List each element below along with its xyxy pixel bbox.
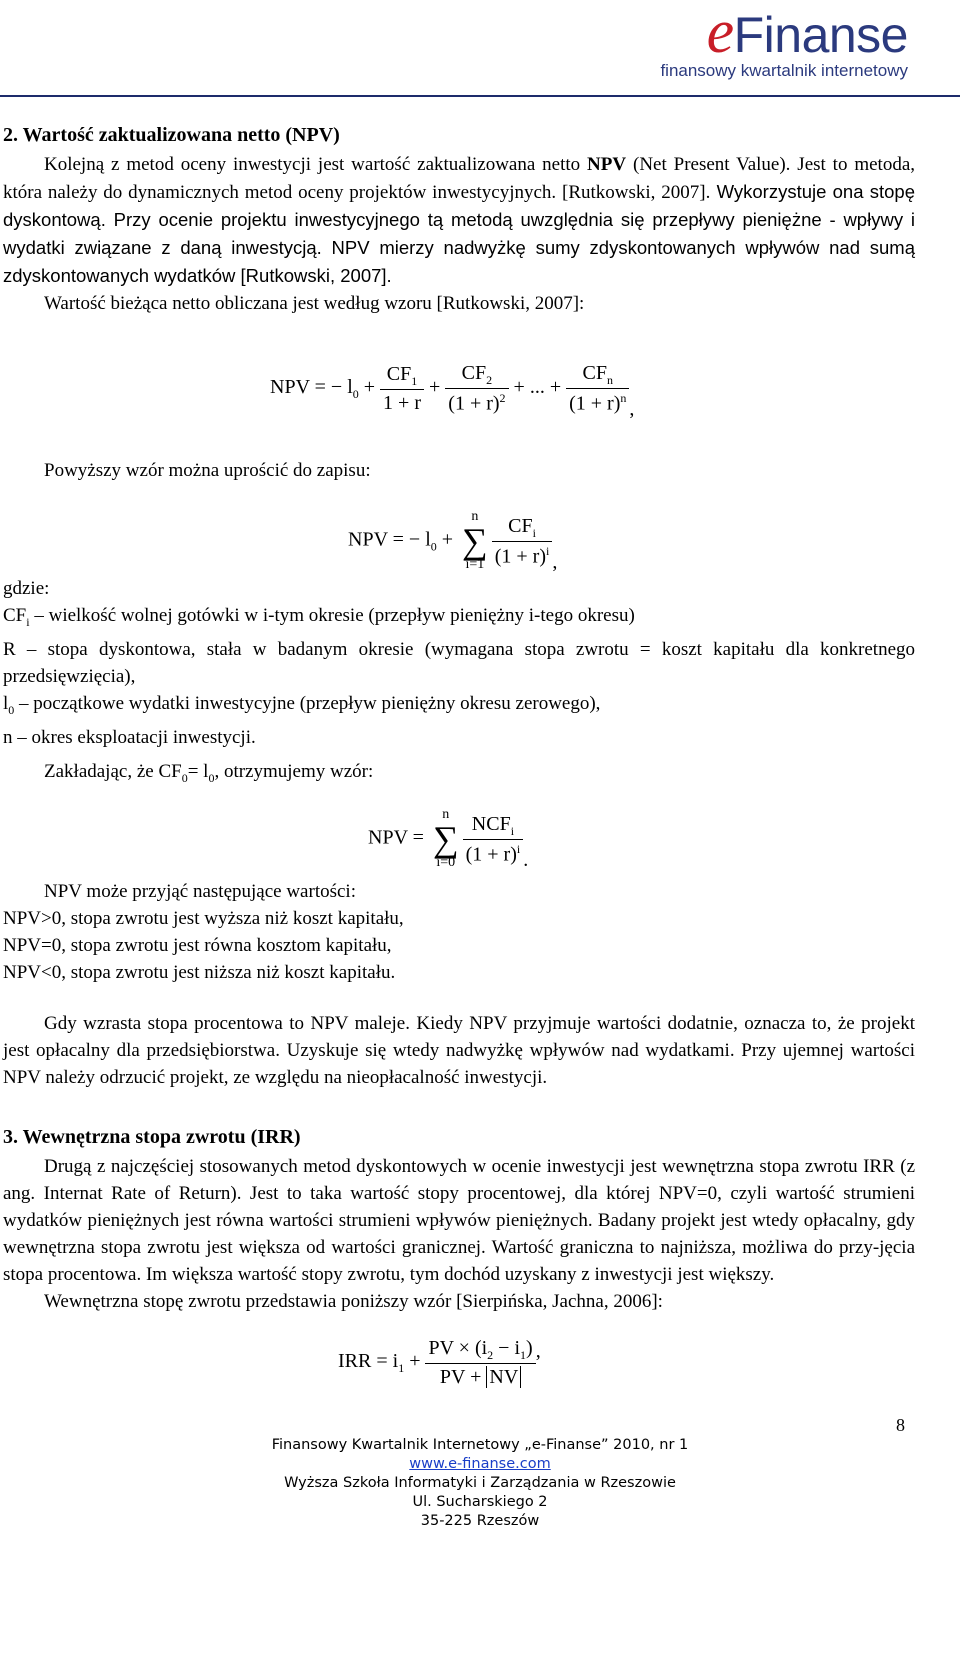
footer-city: 35-225 Rzeszów — [420, 1513, 540, 1529]
logo-e: e — [706, 0, 734, 66]
footer-street: Ul. Sucharskiego 2 — [412, 1494, 548, 1510]
logo-tagline: finansowy kwartalnik internetowy — [660, 61, 908, 80]
npv-paragraph-4: Zakładając, że $CF_0= l_0$, otrzymujemy wzór: — [44, 761, 374, 785]
npv-values — [3, 878, 915, 1091]
formula-npv-sum: NPV = − $l_0 + n$ ∑ i=1 $\frac{CF_i}{(1 + r)^i}$ , — [348, 509, 558, 573]
logo-word: Finanse — [733, 7, 908, 63]
footer-journal: Finansowy Kwartalnik Internetowy „e-Finanse” 2010, nr 1 — [271, 1437, 689, 1453]
npv-value-negative: NPV<0, stopa zwrotu jest niższa niż koszt kapitału. — [3, 962, 396, 983]
npv-value-positive: NPV>0, stopa zwrotu jest wyższa niż koszt kapitału, — [3, 908, 404, 929]
section-heading-irr: 3. Wewnętrzna stopa zwrotu (IRR) — [3, 1126, 301, 1148]
definition-l0: $l_0$ – początkowe wydatki inwestycyjne (przepływ pieniężny okresu zerowego), — [3, 692, 601, 717]
npv-paragraph-1: Kolejną z metod oceny inwestycji jest wartość zaktualizowana netto NPV (Net Present Value). Jest to metoda, która należy do dynamicznych metod oceny projektów inwestycyjnych. [Rutkowski, 2007]. Wykorzystuje ona stopę dyskontową. Przy ocenie projektu inwestycyjnego tą metodą uwzględnia się przepływy pieniężne - wpływy i wydatki związane z daną inwestycją. NPV mierzy nadwyżkę sumy zdyskontowanych wpływów nad sumą zdyskontowanych wydatków [Rutkowski, 2007]. — [3, 154, 916, 286]
npv-paragraph-3: Powyższy wzór można uprościć do zapisu: — [44, 460, 371, 481]
header-rule — [0, 95, 960, 97]
logo-wordmark — [648, 0, 908, 66]
formula-npv-ncf: NPV = n ∑ i=0 $\frac{NCF_i}{(1 + r)^i}$ . — [368, 807, 529, 871]
formula-irr: IRR = $i_1$ + $\frac{PV \times (i_2 - i_1)}{PV + NV}$ , — [338, 1337, 541, 1388]
npv-paragraph-6: Gdy wzrasta stopa procentowa to NPV maleje. Kiedy NPV przyjmuje wartości dodatnie, oznacza to, że projekt jest opłacalny dla przedsiębiorstwa. Uzyskuje się wtedy nadwyżkę wpływów nad wydatkami. Przy ujemnej wartości NPV należy odrzucić projekt, ze względu na nieopłacalność inwestycji. — [3, 1013, 915, 1088]
definition-cf: $CF_i$ – wielkość wolnej gotówki w i-tym okresie (przepływ pieniężny i-tego okresu) — [3, 605, 635, 629]
irr-paragraph-2: Wewnętrzna stopę zwrotu przedstawia poniższy wzór [Sierpińska, Jachna, 2006]: — [44, 1291, 663, 1312]
gdzie-label: gdzie: — [3, 578, 50, 599]
footer-website-link[interactable]: www.e-finanse.com — [409, 1456, 551, 1472]
definition-n: n – okres eksploatacji inwestycji. — [3, 726, 256, 748]
formula-npv-full: NPV = − $l_0$ + $\frac{CF_1}{1 + r}$ + $\frac{CF_2}{(1 + r)^2}$ + ... + $\frac{CF_n}{(1 + r)^n}$ , — [270, 362, 635, 420]
npv-paragraph-5: NPV może przyjąć następujące wartości: — [44, 881, 356, 902]
definition-r: R – stopa dyskontowa, stała w badanym okresie (wymagana stopa zwrotu = koszt kapitału dla konkretnego przedsięwzięcia), — [3, 638, 915, 687]
npv-value-zero: NPV=0, stopa zwrotu jest równa kosztom kapitału, — [3, 935, 392, 956]
section-irr — [3, 1123, 915, 1315]
npv-definitions — [3, 575, 915, 751]
footer-school: Wyższa Szkoła Informatyki i Zarządzania w Rzeszowie — [284, 1475, 676, 1491]
section-npv-intro — [3, 121, 915, 317]
section-heading-npv: 2. Wartość zaktualizowana netto (NPV) — [3, 124, 340, 146]
irr-paragraph-1: Drugą z najczęściej stosowanych metod dyskontowych w ocenie inwestycji jest wewnętrzna stopa zwrotu IRR (z ang. Internat Rate of Return). Jest to taka wartość stopy procentowej, dla której NPV=0, czyli wartość strumieni wydatków pieniężnych jest równa wartości strumieni wpływów pieniężnych. Badany projekt jest wtedy opłacalny, gdy wewnętrzna stopa zwrotu jest większa od wartości granicznej. Wartość graniczna to najniższa, możliwa do przy-jęcia stopa procentowa. Im większa wartość stopy zwrotu, tym dochód uzyskany z inwestycji jest większy. — [3, 1156, 915, 1285]
page-footer — [0, 1436, 960, 1531]
efinanse-logo — [648, 0, 908, 81]
page-number: 8 — [896, 1415, 905, 1435]
npv-paragraph-2: Wartość bieżąca netto obliczana jest według wzoru [Rutkowski, 2007]: — [44, 293, 585, 314]
